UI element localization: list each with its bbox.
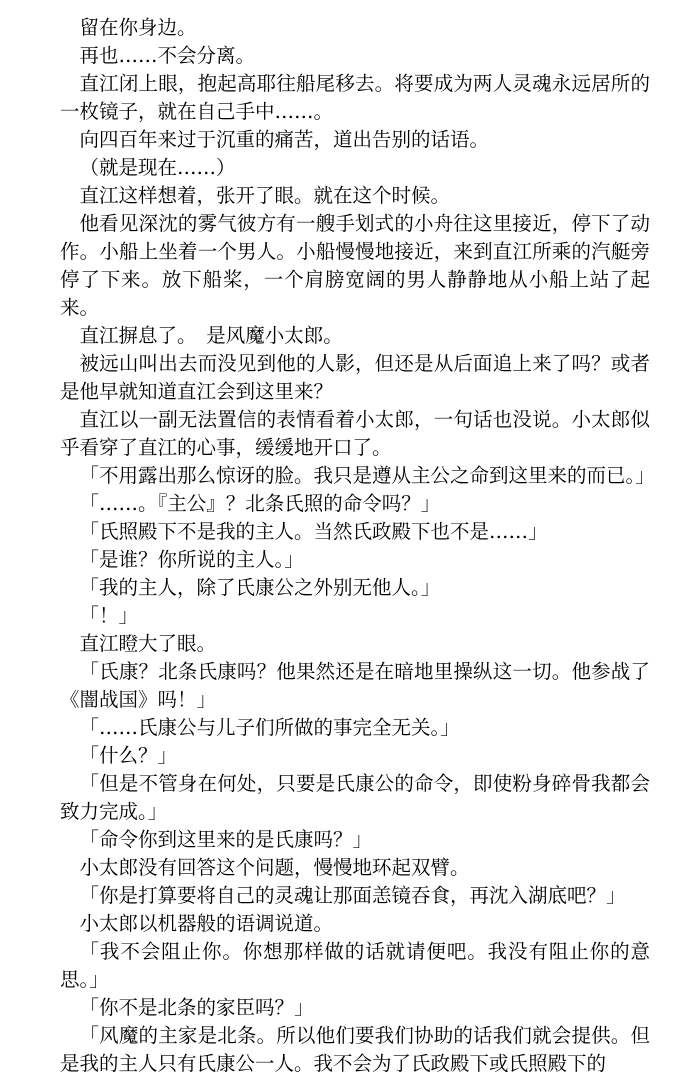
paragraph: 「氏照殿下不是我的主人。当然氏政殿下也不是……」 [79, 520, 548, 543]
paragraph: 留在你身边。 [79, 16, 197, 39]
paragraph: 「！」 [79, 604, 139, 627]
paragraph: 直江闭上眼，抱起高耶往船尾移去。将要成为两人灵魂永远居所的一枚镜子，就在自己手中……。 [60, 72, 650, 123]
paragraph: 「……氏康公与儿子们所做的事完全无关。」 [79, 716, 460, 739]
paragraph: 再也……不会分离。 [79, 44, 256, 67]
paragraph: 「是谁？你所说的主人。」 [79, 548, 304, 571]
paragraph: （就是现在……） [79, 156, 236, 179]
paragraph: 「不用露出那么惊讶的脸。我只是遵从主公之命到这里来的而已。」 [79, 464, 655, 487]
paragraph: 「氏康？北条氏康吗？他果然还是在暗地里操纵这一切。他参战了《闇战国》吗！」 [60, 660, 650, 711]
paragraph: 「你不是北条的家臣吗？」 [79, 996, 314, 1019]
paragraph: 「但是不管身在何处，只要是氏康公的命令，即使粉身碎骨我都会致力完成。」 [60, 772, 650, 823]
paragraph: 「我的主人，除了氏康公之外别无他人。」 [79, 576, 441, 599]
paragraph: 被远山叫出去而没见到他的人影，但还是从后面追上来了吗？或者是他早就知道直江会到这里来？ [60, 352, 650, 403]
paragraph: 他看见深沈的雾气彼方有一艘手划式的小舟往这里接近，停下了动作。小船上坐着一个男人。小船慢慢地接近，来到直江所乘的汽艇旁停了下来。放下船桨，一个肩膀宽阔的男人静静地从小船上站了起来。 [60, 212, 650, 319]
paragraph: 直江摒息了。 是风魔小太郎。 [79, 324, 343, 347]
paragraph: 小太郎没有回答这个问题，慢慢地环起双臂。 [79, 856, 470, 879]
paragraph: 向四百年来过于沉重的痛苦，道出告别的话语。 [79, 128, 490, 151]
paragraph: 「你是打算要将自己的灵魂让那面恙镜吞食，再沈入湖底吧？」 [79, 884, 626, 907]
text-page [60, 14, 655, 1078]
paragraph: 直江这样想着，张开了眼。就在这个时候。 [79, 184, 451, 207]
paragraph: 「风魔的主家是北条。所以他们要我们协助的话我们就会提供。但是我的主人只有氏康公一人。我不会为了氏政殿下或氏照殿下的 [60, 1024, 650, 1075]
paragraph: 直江瞪大了眼。 [79, 632, 217, 655]
paragraph: 「……。『主公』？北条氏照的命令吗？」 [79, 492, 441, 515]
paragraph: 「命令你到这里来的是氏康吗？」 [79, 828, 373, 851]
paragraph: 直江以一副无法置信的表情看着小太郎，一句话也没说。小太郎似乎看穿了直江的心事，缓缓地开口了。 [60, 408, 650, 459]
paragraph: 「什么？」 [79, 744, 178, 767]
paragraph: 小太郎以机器般的语调说道。 [79, 912, 334, 935]
paragraph: 「我不会阻止你。你想那样做的话就请便吧。我没有阻止你的意思。」 [60, 940, 650, 991]
